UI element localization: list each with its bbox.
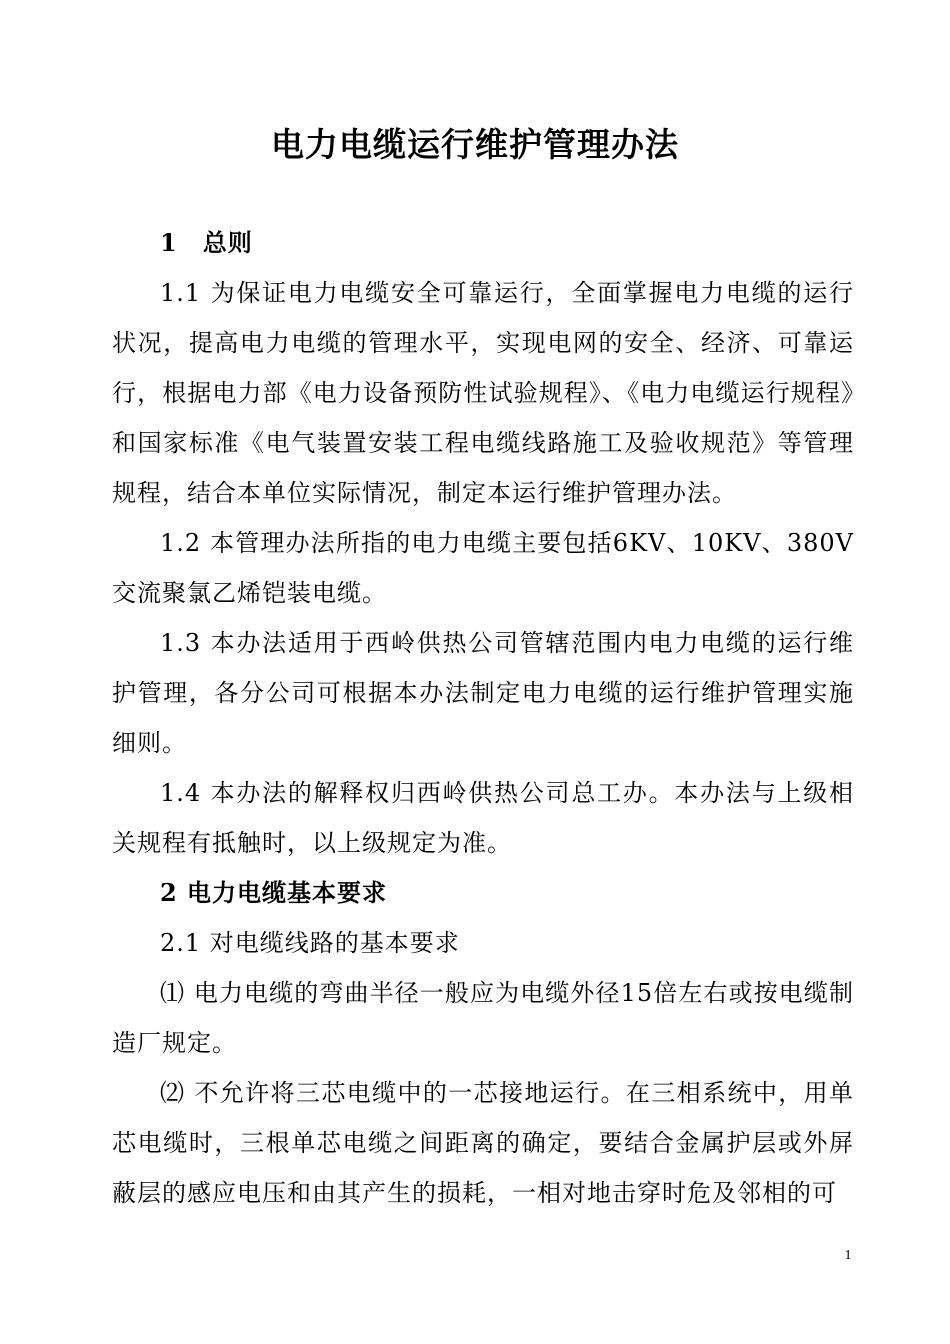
paragraph-1-2: 1.2 本管理办法所指的电力电缆主要包括6KV、10KV、380V交流聚氯乙烯铠装电缆。 <box>112 529 854 607</box>
paragraph-2-1: 2.1 对电缆线路的基本要求 <box>160 929 460 957</box>
list-item-1: ⑴ 电力电缆的弯曲半径一般应为电缆外径15倍左右或按电缆制造厂规定。 <box>112 979 854 1057</box>
document-body <box>112 218 854 1218</box>
page-number: 1 <box>844 1248 852 1263</box>
paragraph-1-4: 1.4 本办法的解释权归西岭供热公司总工办。本办法与上级相关规程有抵触时，以上级规定为准。 <box>112 779 854 857</box>
paragraph-1-3: 1.3 本办法适用于西岭供热公司管辖范围内电力电缆的运行维护管理，各分公司可根据本办法制定电力电缆的运行维护管理实施细则。 <box>112 629 854 757</box>
list-item-2: ⑵ 不允许将三芯电缆中的一芯接地运行。在三相系统中，用单芯电缆时，三根单芯电缆之间距离的确定，要结合金属护层或外屏蔽层的感应电压和由其产生的损耗，一相对地击穿时危及邻相的可 <box>112 1079 854 1207</box>
section-heading-general: 1 总则 <box>160 228 253 257</box>
document-title: 电力电缆运行维护管理办法 <box>271 125 679 164</box>
section-heading-basic-requirements: 2 电力电缆基本要求 <box>160 878 388 907</box>
paragraph-1-1: 1.1 为保证电力电缆安全可靠运行，全面掌握电力电缆的运行状况，提高电力电缆的管理水平，实现电网的安全、经济、可靠运行，根据电力部《电力设备预防性试验规程》、《电力电缆运行规程》和国家标准《电气装置安装工程电缆线路施工及验收规范》等管理规程，结合本单位实际情况，制定本运行维护管理办法。 <box>112 279 854 507</box>
